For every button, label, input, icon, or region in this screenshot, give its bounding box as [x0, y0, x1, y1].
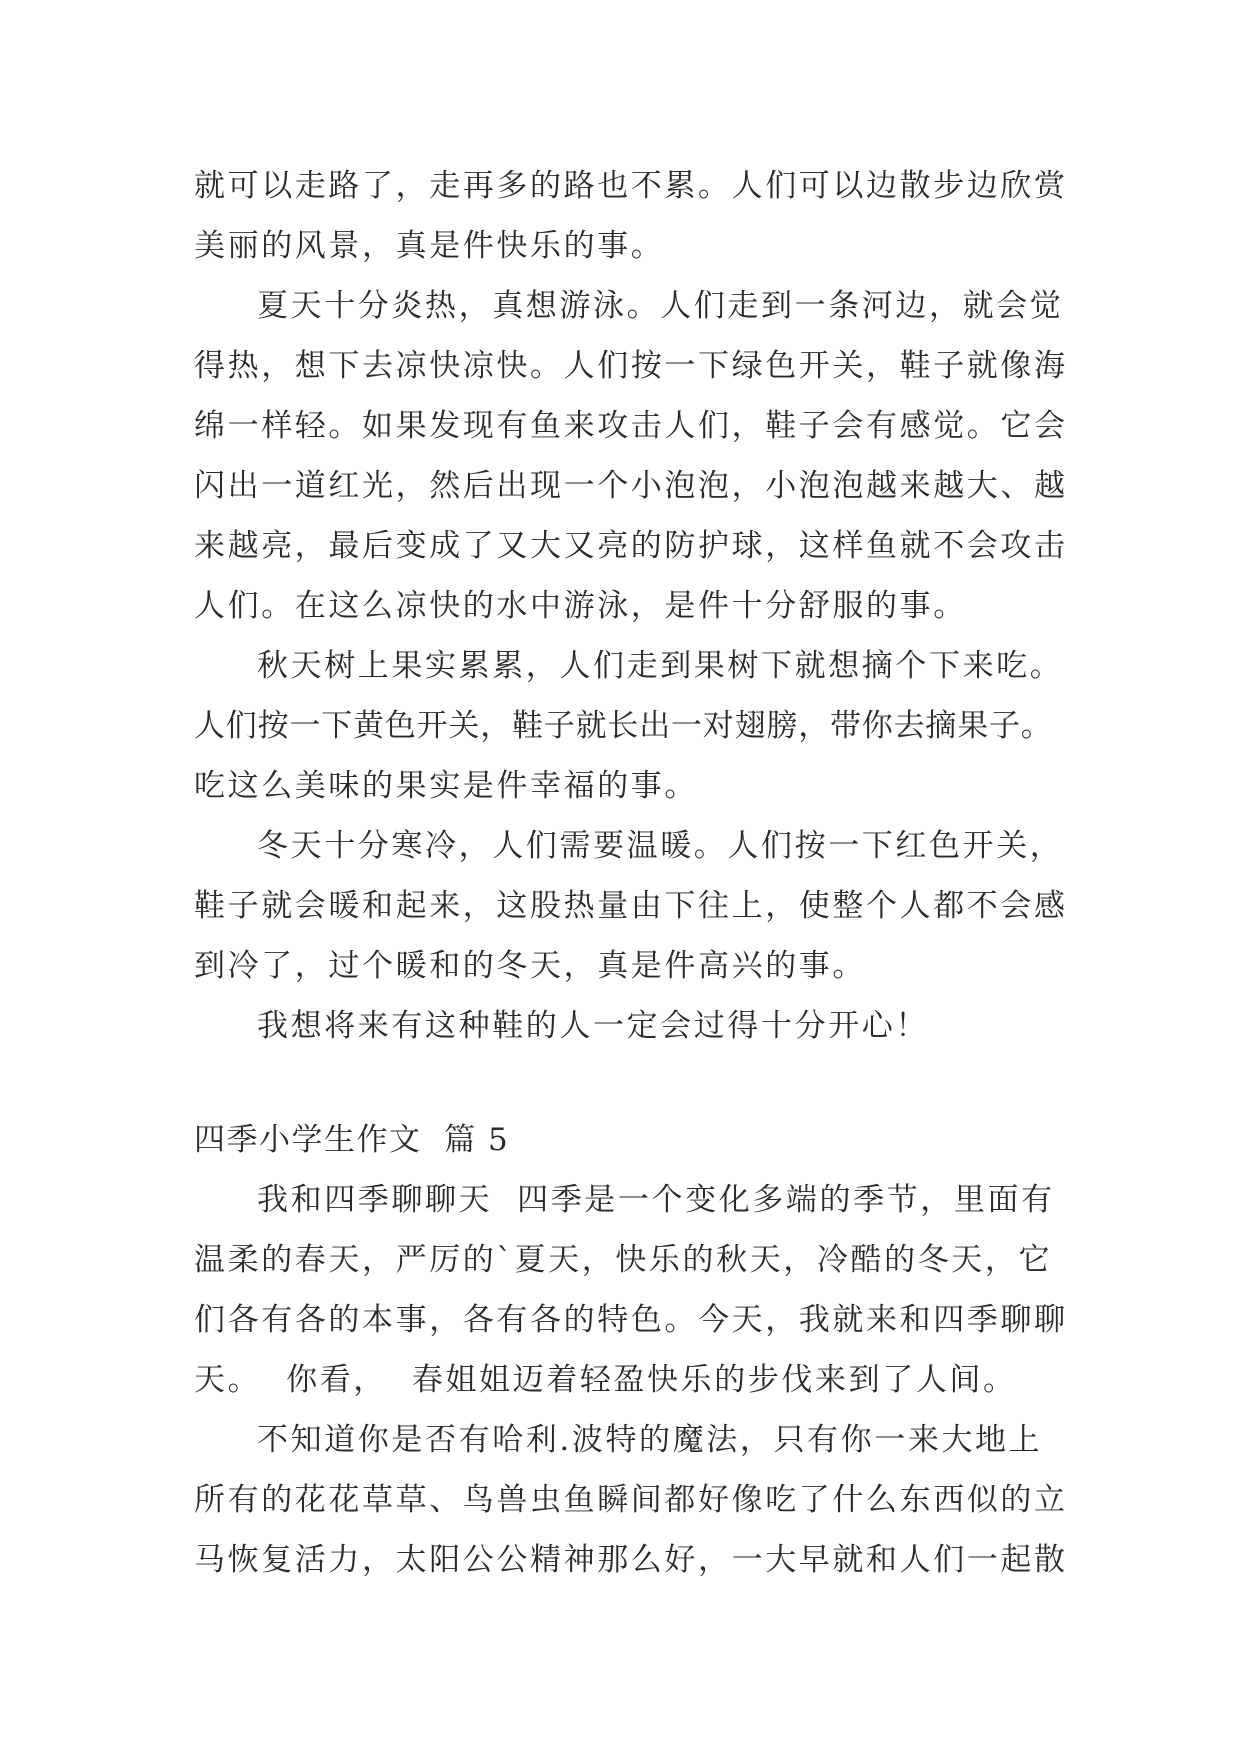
text-line: 到冷了，过个暖和的冬天，真是件高兴的事。 [194, 948, 866, 984]
paragraph-conclusion: 我想将来有这种鞋的人一定会过得十分开心！ [257, 1008, 929, 1044]
paragraph-intro-start: 我和四季聊聊天 四季是一个变化多端的季节，里面有 [257, 1182, 1055, 1218]
text-line: 所有的花花草草、鸟兽虫鱼瞬间都好像吃了什么东西似的立 [194, 1482, 1068, 1518]
paragraph-spring-start: 不知道你是否有哈利.波特的魔法，只有你一来大地上 [257, 1422, 1043, 1458]
text-line: 温柔的春天，严厉的`夏天，快乐的秋天，冷酷的冬天，它 [194, 1242, 1053, 1278]
text-line: 闪出一道红光，然后出现一个小泡泡，小泡泡越来越大、越 [194, 468, 1068, 504]
text-line: 人们按一下黄色开关，鞋子就长出一对翅膀，带你去摘果子。 [194, 708, 1053, 744]
paragraph-autumn-start: 秋天树上果实累累，人们走到果树下就想摘个下来吃。 [257, 648, 1064, 684]
text-line: 吃这么美味的果实是件幸福的事。 [194, 768, 698, 804]
text-line: 们各有各的本事，各有各的特色。今天，我就来和四季聊聊 [194, 1302, 1068, 1338]
text-line: 得热，想下去凉快凉快。人们按一下绿色开关，鞋子就像海 [194, 348, 1068, 384]
text-line: 来越亮，最后变成了又大又亮的防护球，这样鱼就不会攻击 [194, 528, 1068, 564]
text-line: 马恢复活力，太阳公公精神那么好，一大早就和人们一起散 [194, 1542, 1068, 1578]
text-line: 美丽的风景，真是件快乐的事。 [194, 228, 665, 264]
section-heading: 四季小学生作文 篇 5 [194, 1122, 510, 1158]
paragraph-winter-start: 冬天十分寒冷，人们需要温暖。人们按一下红色开关， [257, 828, 1064, 864]
text-line: 人们。在这么凉快的水中游泳，是件十分舒服的事。 [194, 588, 967, 624]
paragraph-summer-start: 夏天十分炎热，真想游泳。人们走到一条河边，就会觉 [257, 288, 1064, 324]
text-line: 天。 你看， 春姐姐迈着轻盈快乐的步伐来到了人间。 [194, 1362, 1017, 1398]
text-line: 就可以走路了，走再多的路也不累。人们可以边散步边欣赏 [194, 168, 1068, 204]
text-line: 绵一样轻。如果发现有鱼来攻击人们，鞋子会有感觉。它会 [194, 408, 1068, 444]
text-line: 鞋子就会暖和起来，这股热量由下往上，使整个人都不会感 [194, 888, 1068, 924]
